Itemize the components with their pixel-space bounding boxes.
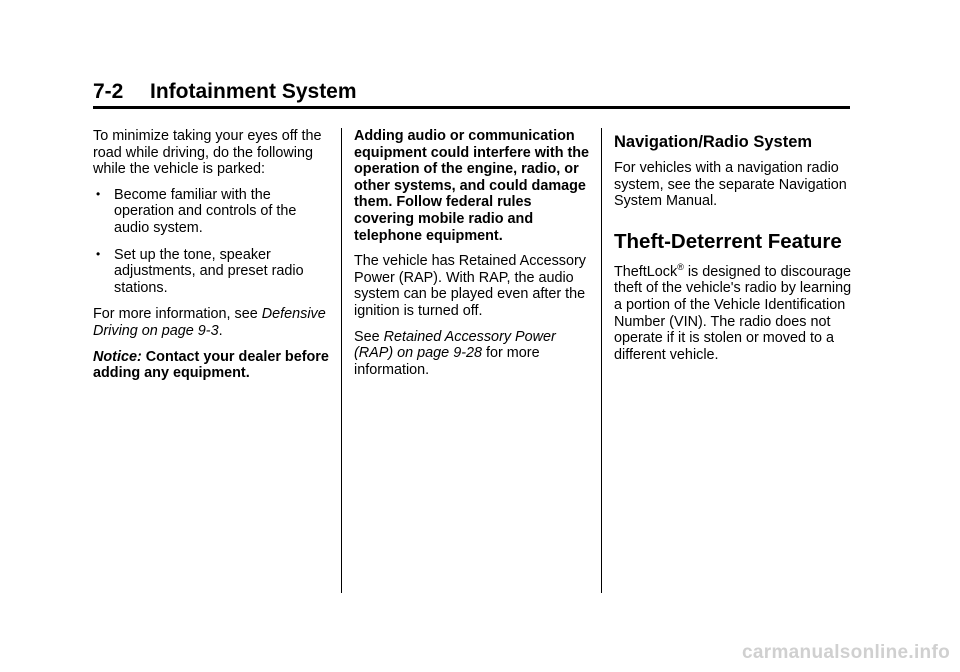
more-info-paragraph: For more information, see Defensive Driving on page 9-3.	[93, 306, 326, 339]
watermark: carmanualsonline.info	[742, 642, 950, 663]
notice-paragraph: Notice: Contact your dealer before adding any equipment.	[93, 348, 329, 382]
bullet-icon: •	[96, 246, 101, 261]
navigation-heading: Navigation/Radio System	[614, 133, 813, 151]
page-number: 7-2	[93, 80, 124, 103]
page-header	[93, 80, 850, 109]
theft-deterrent-heading: Theft-Deterrent Feature	[614, 229, 842, 253]
column-divider-1	[341, 128, 342, 593]
rap-paragraph: The vehicle has Retained Accessory Power (RAP). With RAP, the audio system can be played even after the ignition is turned off.	[354, 253, 586, 319]
rap-link[interactable]: Retained Accessory Power (RAP) on page 9-28	[354, 328, 556, 362]
bullet-list	[93, 187, 333, 297]
registered-mark: ®	[677, 261, 684, 272]
column-2	[354, 128, 590, 387]
warning-paragraph: Adding audio or communication equipment could interfere with the operation of the engine, radio, or other systems, and could damage them. Follow federal rules covering mobile radio and telephone equipment.	[354, 128, 590, 244]
notice-label: Notice:	[93, 348, 142, 365]
intro-paragraph: To minimize taking your eyes off the road while driving, do the following while the vehicle is parked:	[93, 128, 322, 178]
navigation-paragraph: For vehicles with a navigation radio system, see the separate Navigation System Manual.	[614, 160, 847, 210]
list-item: • Set up the tone, speaker adjustments, and preset radio stations.	[96, 246, 304, 296]
column-divider-2	[601, 128, 602, 593]
defensive-driving-link[interactable]: Defensive Driving on page 9-3	[93, 306, 326, 339]
list-item: • Become familiar with the operation and controls of the audio system.	[96, 186, 297, 236]
column-3	[614, 128, 854, 372]
column-1	[93, 128, 333, 391]
see-also-paragraph: See Retained Accessory Power (RAP) on page 9-28 for more information.	[354, 328, 556, 378]
chapter-title: Infotainment System	[150, 80, 357, 103]
bullet-icon: •	[96, 186, 101, 201]
theft-paragraph: TheftLock® is designed to discourage theft of the vehicle's radio by learning a portion of the Vehicle Identification Number (VIN). The radio does not operate if it is stolen or moved to a different vehicle.	[614, 261, 852, 363]
